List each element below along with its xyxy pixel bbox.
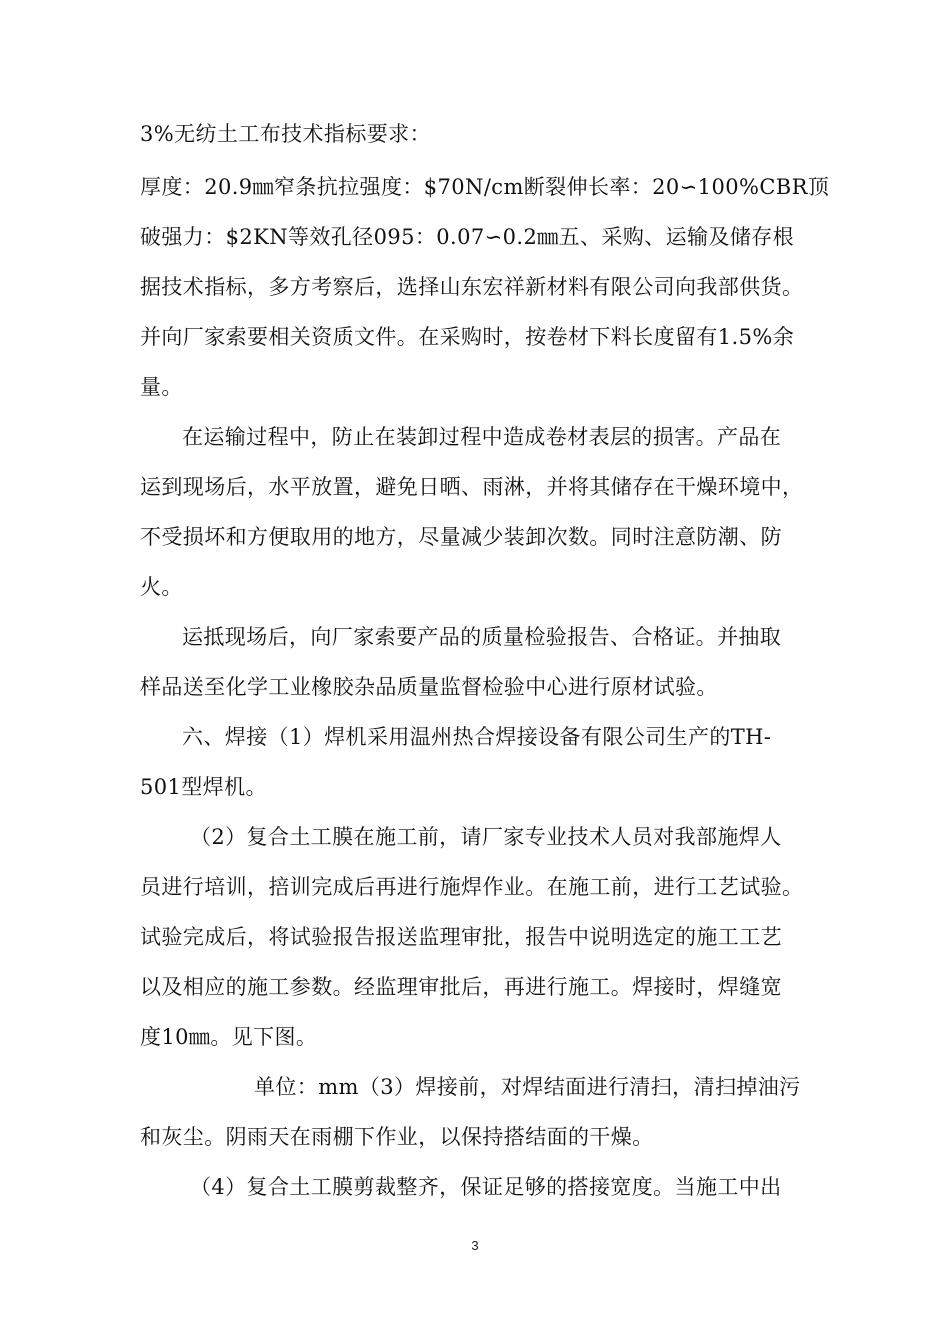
text-line: 度10㎜。见下图。 <box>140 1025 318 1049</box>
text-line: 单位：mm（3）焊接前，对焊结面进行清扫，清扫掉油污 <box>254 1075 801 1099</box>
text-line: 据技术指标，多方考察后，选择山东宏祥新材料有限公司向我部供货。 <box>140 275 804 299</box>
text-line: 和灰尘。阴雨天在雨棚下作业，以保持搭结面的干燥。 <box>140 1125 654 1149</box>
text-line: 并向厂家索要相关资质文件。在采购时，按卷材下料长度留有1.5%余 <box>140 325 795 349</box>
text-line: 运抵现场后，向厂家索要产品的质量检验报告、合格证。并抽取 <box>182 625 782 649</box>
text-line: （2）复合土工膜在施工前，请厂家专业技术人员对我部施焊人 <box>190 825 782 849</box>
text-line: 以及相应的施工参数。经监理审批后，再进行施工。焊接时，焊缝宽 <box>140 975 782 999</box>
text-line: 破强力：$2KN等效孔径095：0.07∽0.2㎜五、采购、运输及储存根 <box>140 225 795 249</box>
text-line: 量。 <box>140 375 183 399</box>
page-number: 3 <box>471 1238 479 1253</box>
text-line: （4）复合土工膜剪裁整齐，保证足够的搭接宽度。当施工中出 <box>190 1175 782 1199</box>
text-line: 六、焊接（1）焊机采用温州热合焊接设备有限公司生产的TH- <box>182 725 772 749</box>
text-line: 501型焊机。 <box>140 775 267 799</box>
text-line: 火。 <box>140 575 183 599</box>
text-line: 厚度：20.9㎜窄条抗拉强度：$70N/cm断裂伸长率：20∽100%CBR顶 <box>140 175 830 199</box>
text-line: 员进行培训，掊训完成后再进行施焊作业。在施工前，进行工艺试验。 <box>140 875 804 899</box>
text-line: 试验完成后，将试验报告报送监理审批，报告中说明选定的施工工艺 <box>140 925 782 949</box>
text-line: 样品送至化学工业橡胶杂品质量监督检验中心进行原材试验。 <box>140 675 718 699</box>
text-line: 3%无纺土工布技术指标要求： <box>140 122 431 146</box>
text-line: 不受损坏和方便取用的地方，尽量减少装卸次数。同时注意防潮、防 <box>140 525 782 549</box>
text-line: 在运输过程中，防止在装卸过程中造成卷材表层的损害。产品在 <box>182 425 782 449</box>
text-line: 运到现场后，水平放置，避免日晒、雨淋，并将其储存在干燥环境中， <box>140 475 804 499</box>
